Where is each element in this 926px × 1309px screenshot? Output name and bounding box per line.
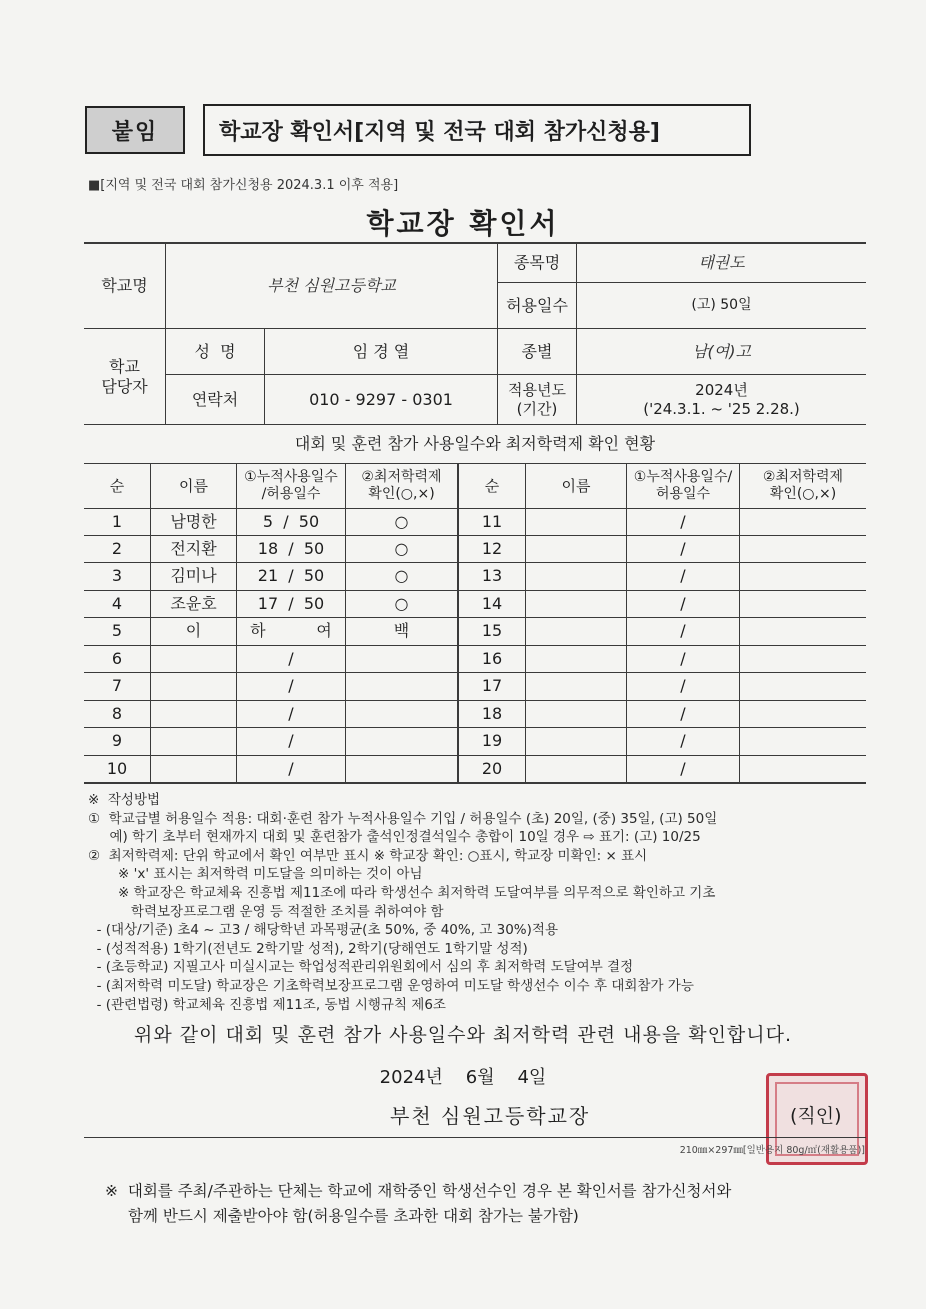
row-number: 14 bbox=[481, 594, 503, 613]
note-line: ※ 학교장은 학교체육 진흥법 제11조에 따라 학생선수 최저학력 도달여부를 의무적으로 확인하고 기초 bbox=[88, 884, 716, 901]
row-number: 1 bbox=[111, 512, 123, 531]
note-line: - (성적적용) 1학기(전년도 2학기말 성적), 2학기(당해연도 1학기말 성적) bbox=[88, 940, 528, 957]
school-label: 학교명 bbox=[101, 275, 148, 295]
min-academic-check bbox=[346, 701, 457, 727]
contact-value: 010 - 9297 - 0301 bbox=[309, 389, 453, 409]
row-number: 2 bbox=[111, 539, 123, 558]
days-used: / bbox=[288, 704, 294, 723]
header-name-2: 이름 bbox=[561, 476, 591, 495]
note-line: 학력보장프로그램 운영 등 적절한 조치를 취하여야 함 bbox=[88, 903, 444, 920]
doc-title: 학교장 확인서 bbox=[366, 207, 560, 240]
min-academic-check: ○ bbox=[394, 512, 409, 531]
student-name bbox=[151, 728, 236, 754]
note-line: - (초등학교) 지필고사 미실시교는 학업성적관리위원회에서 심의 후 최저학력 도달여부 결정 bbox=[88, 959, 634, 976]
days-used: / bbox=[680, 731, 686, 750]
manager-label: 학교 담당자 bbox=[101, 356, 148, 396]
days-used: 18 / 50 bbox=[257, 539, 325, 558]
header-check-2: ②최저학력제 확인(○,×) bbox=[762, 468, 844, 502]
row-number: 11 bbox=[481, 512, 503, 531]
row-number: 5 bbox=[111, 621, 123, 640]
row-number: 13 bbox=[481, 566, 503, 585]
row-number: 17 bbox=[481, 676, 503, 695]
row-number: 9 bbox=[111, 731, 123, 750]
min-academic-check bbox=[346, 728, 457, 754]
header-name: 이름 bbox=[179, 476, 208, 495]
days-used: / bbox=[680, 566, 686, 585]
min-academic-check: ○ bbox=[394, 566, 409, 585]
row-number: 8 bbox=[111, 704, 123, 723]
name-value: 임 경 열 bbox=[352, 341, 410, 361]
days-used: / bbox=[288, 649, 294, 668]
student-name: 김미나 bbox=[170, 566, 217, 585]
note-line: - (관련법령) 학교체육 진흥법 제11조, 동법 시행규칙 제6조 bbox=[88, 996, 446, 1013]
row-number: 7 bbox=[111, 676, 123, 695]
note-line: ① 학교급별 허용일수 적용: 대회·훈련 참가 누적사용일수 기입 / 허용일수 (초) 20일, (중) 35일, (고) 50일 bbox=[88, 810, 718, 827]
sport-value: 태권도 bbox=[698, 252, 745, 272]
note-line: 예) 학기 초부터 현재까지 대회 및 훈련참가 출석인정결석일수 총합이 10일 경우 ⇨ 표기: (고) 10/25 bbox=[88, 829, 701, 846]
contact-label: 연락처 bbox=[191, 389, 239, 409]
days-used: / bbox=[680, 594, 686, 613]
period-value: ('24.3.1. ~ '25 2.28.) bbox=[643, 399, 800, 418]
allowed-days-value: (고) 50일 bbox=[691, 296, 752, 313]
signing-date: 2024년 6월 4일 bbox=[379, 1067, 547, 1088]
student-name: 이 bbox=[185, 621, 202, 640]
note-line: ※ 'x' 표시는 최저학력 미도달을 의미하는 것이 아님 bbox=[88, 866, 423, 883]
student-name bbox=[151, 673, 236, 699]
days-used: / bbox=[680, 676, 686, 695]
attachment-title: 학교장 확인서[지역 및 전국 대회 참가신청용] bbox=[203, 104, 751, 156]
level-value: 남(여)고 bbox=[692, 341, 751, 361]
bottom-note-line-1: ※ 대회를 주최/주관하는 단체는 학교에 재학중인 학생선수인 경우 본 확인서를 참가신청서와 bbox=[105, 1182, 732, 1200]
student-name bbox=[151, 646, 236, 672]
year-label: 적용년도 (기간) bbox=[508, 380, 566, 418]
header-check: ②최저학력제 확인(○,×) bbox=[361, 468, 442, 502]
student-name bbox=[151, 756, 236, 782]
paper-spec: 210㎜×297㎜[일반용지 80g/㎡(재활용품)] bbox=[679, 1145, 865, 1156]
days-used: / bbox=[680, 512, 686, 531]
min-academic-check: ○ bbox=[394, 594, 409, 613]
header-no: 순 bbox=[109, 476, 125, 495]
attachment-label: 붙임 bbox=[85, 106, 185, 154]
student-name bbox=[151, 701, 236, 727]
note-line: ※ 작성방법 bbox=[88, 792, 161, 808]
days-used: / bbox=[288, 759, 294, 778]
row-number: 10 bbox=[106, 759, 128, 778]
row-number: 16 bbox=[481, 649, 503, 668]
min-academic-check: ○ bbox=[394, 539, 409, 558]
days-used: / bbox=[288, 731, 294, 750]
row-number: 4 bbox=[111, 594, 123, 613]
school-value: 부천 심원고등학교 bbox=[267, 275, 396, 295]
note-line: ② 최저학력제: 단위 학교에서 확인 여부만 표시 ※ 학교장 확인: ○표시, 학교장 미확인: × 표시 bbox=[88, 847, 648, 864]
days-used: 하 여 bbox=[250, 621, 332, 640]
row-number: 15 bbox=[481, 621, 503, 640]
row-number: 6 bbox=[111, 649, 123, 668]
student-name: 남명한 bbox=[170, 512, 217, 531]
confirmation-text: 위와 같이 대회 및 훈련 참가 사용일수와 최저학력 관련 내용을 확인합니다. bbox=[133, 1024, 793, 1046]
row-number: 20 bbox=[481, 759, 503, 778]
note-line: - (최저학력 미도달) 학교장은 기초학력보장프로그램 운영하여 미도달 학생선수 이수 후 대회참가 가능 bbox=[88, 977, 694, 994]
days-used: 21 / 50 bbox=[257, 566, 325, 585]
bottom-note-line-2: 함께 반드시 제출받아야 함(허용일수를 초과한 대회 참가는 불가함) bbox=[128, 1207, 579, 1225]
header-days-2: ①누적사용일수/ 허용일수 bbox=[633, 468, 733, 502]
days-used: / bbox=[680, 539, 686, 558]
days-used: 5 / 50 bbox=[262, 512, 320, 531]
section-title: 대회 및 훈련 참가 사용일수와 최저학력제 확인 현황 bbox=[294, 434, 656, 453]
row-number: 3 bbox=[111, 566, 123, 585]
year-value-cell bbox=[577, 375, 866, 424]
header-days: ①누적사용일수 /허용일수 bbox=[244, 468, 338, 502]
min-academic-check bbox=[346, 646, 457, 672]
days-used: / bbox=[680, 649, 686, 668]
row-number: 18 bbox=[481, 704, 503, 723]
student-name: 조윤호 bbox=[170, 594, 217, 613]
days-used: / bbox=[680, 621, 686, 640]
days-used: / bbox=[680, 759, 686, 778]
student-name: 전지환 bbox=[170, 539, 217, 558]
days-used: 17 / 50 bbox=[257, 594, 325, 613]
seal-label: (직인) bbox=[790, 1105, 842, 1127]
note-line: - (대상/기준) 초4 ~ 고3 / 해당학년 과목평균(초 50%, 중 40%, 고 30%)적용 bbox=[88, 922, 558, 939]
min-academic-check bbox=[346, 673, 457, 699]
divider bbox=[84, 1137, 866, 1138]
days-used: / bbox=[680, 704, 686, 723]
year-value: 2024년 bbox=[695, 380, 748, 399]
instructions bbox=[88, 791, 878, 1014]
sport-label: 종목명 bbox=[513, 252, 561, 272]
header-no-2: 순 bbox=[484, 476, 500, 495]
min-academic-check: 백 bbox=[393, 621, 410, 640]
min-academic-check bbox=[346, 756, 457, 782]
days-used: / bbox=[288, 676, 294, 695]
row-number: 19 bbox=[481, 731, 503, 750]
level-label: 종별 bbox=[521, 341, 553, 361]
applicability-note: ■[지역 및 전국 대회 참가신청용 2024.3.1 이후 적용] bbox=[88, 178, 399, 193]
allowed-days-label: 허용일수 bbox=[506, 295, 568, 315]
name-label: 성 명 bbox=[194, 341, 236, 361]
principal-name: 부천 심원고등학교장 bbox=[390, 1104, 591, 1128]
row-number: 12 bbox=[481, 539, 503, 558]
